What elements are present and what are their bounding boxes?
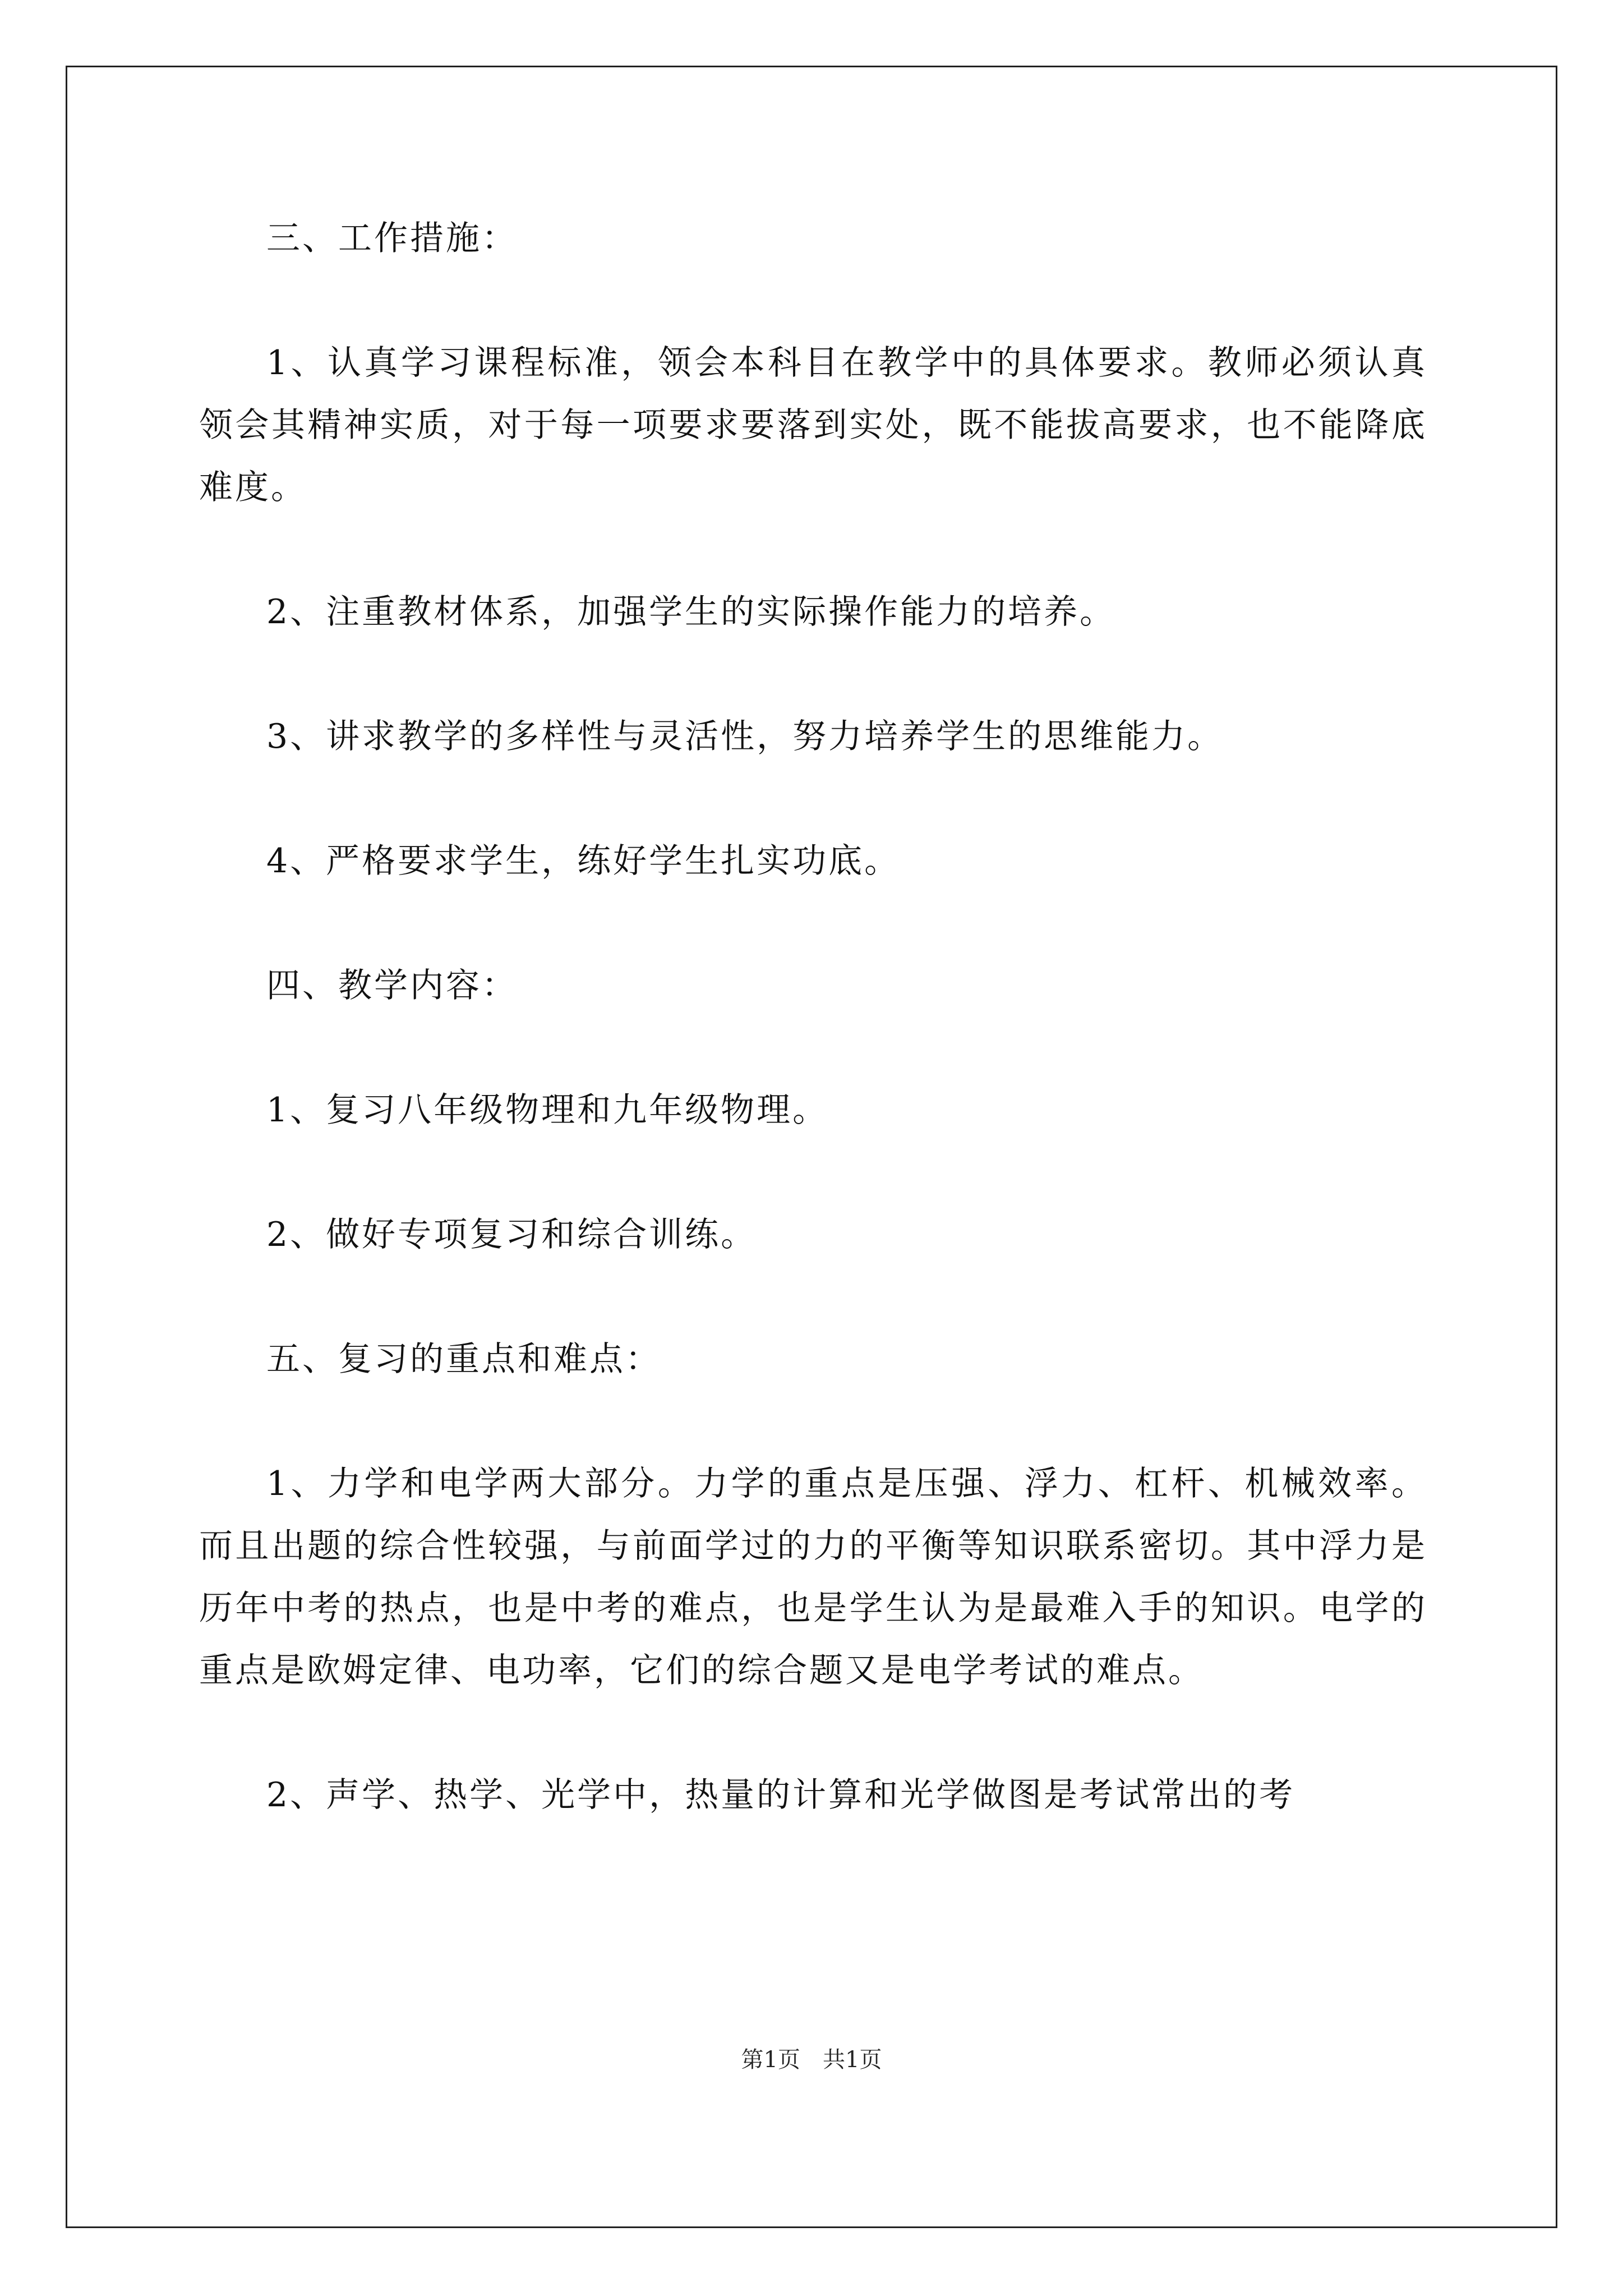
heading-key-points: 五、复习的重点和难点： [266, 1340, 661, 1379]
heading-work-measures: 三、工作措施： [266, 219, 518, 258]
paragraph-content-2: 2、做好专项复习和综合训练。 [266, 1215, 757, 1254]
paragraph-measure-2: 2、注重教材体系，加强学生的实际操作能力的培养。 [266, 592, 1116, 632]
document-body [199, 208, 1427, 1889]
paragraph-measure-1: 1、认真学习课程标准，领会本科目在教学中的具体要求。教师必须认真领会其精神实质，对于每一项要求要落到实处，既不能拔高要求，也不能降底难度。 [199, 343, 1427, 507]
paragraph-measure-3: 3、讲求教学的多样性与灵活性，努力培养学生的思维能力。 [266, 717, 1224, 756]
paragraph-content-1: 1、复习八年级物理和九年级物理。 [266, 1091, 829, 1130]
page-footer: 第1页 共1页 [741, 2047, 882, 2073]
paragraph-key-point-1: 1、力学和电学两大部分。力学的重点是压强、浮力、杠杆、机械效率。而且出题的综合性较强，与前面学过的力的平衡等知识联系密切。其中浮力是历年中考的热点，也是中考的难点，也是学生认为是最难入手的知识。电学的重点是欧姆定律、电功率，它们的综合题又是电学考试的难点。 [199, 1464, 1427, 1690]
paragraph-measure-4: 4、严格要求学生，练好学生扎实功底。 [266, 841, 901, 881]
heading-teaching-content: 四、教学内容： [266, 966, 518, 1005]
paragraph-key-point-2: 2、声学、热学、光学中，热量的计算和光学做图是考试常出的考 [266, 1775, 1295, 1815]
